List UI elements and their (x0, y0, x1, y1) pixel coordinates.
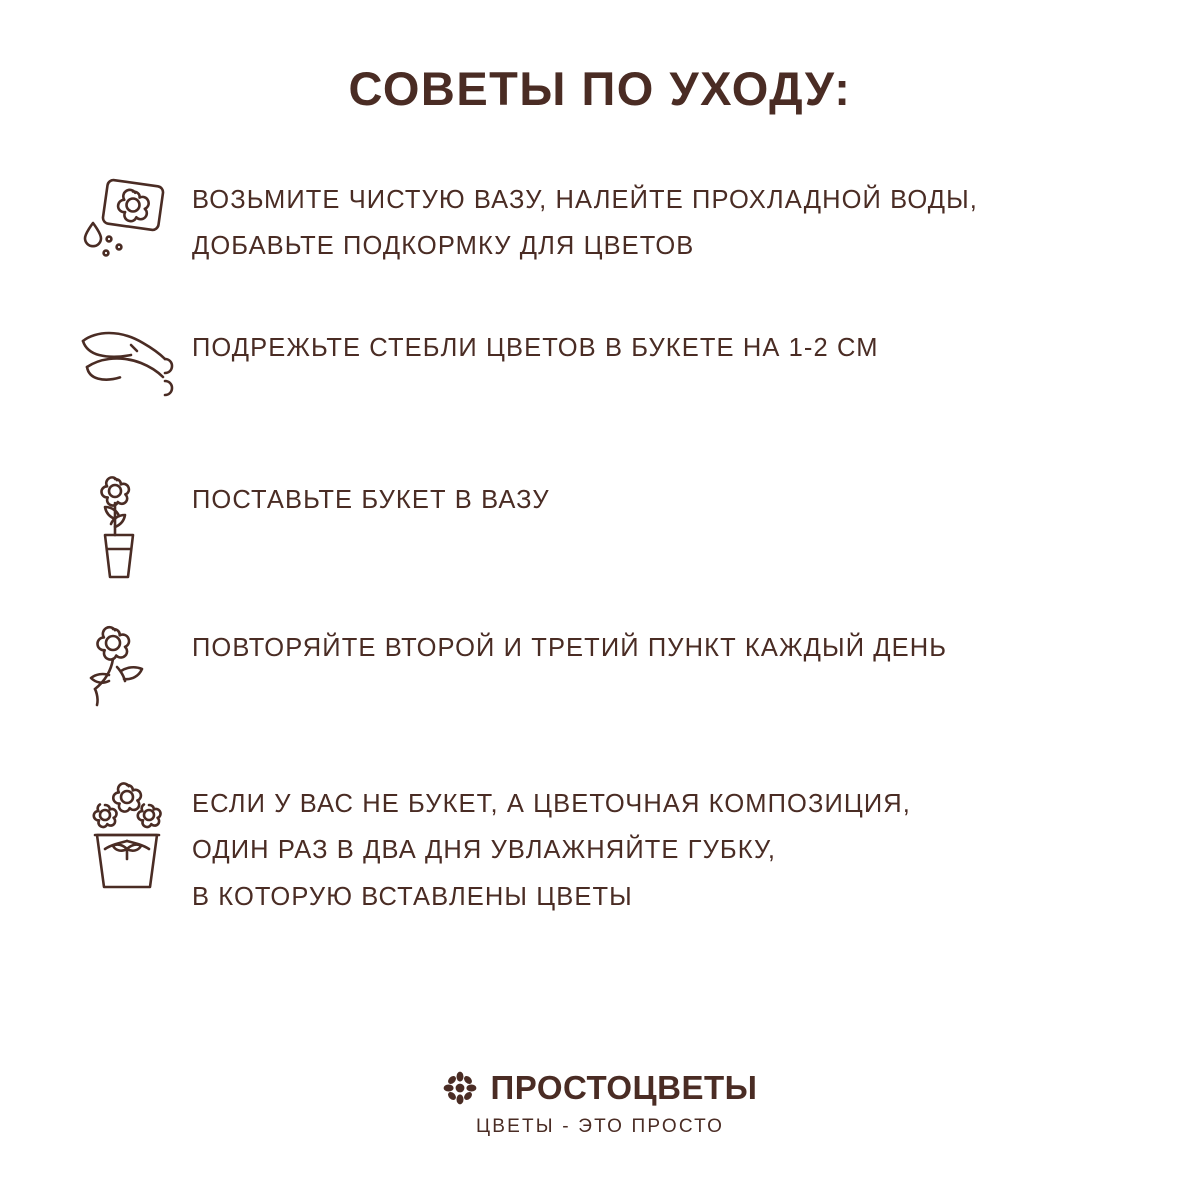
flower-branch-icon (62, 621, 192, 715)
footer (0, 1069, 1200, 1138)
tip-line: ДОБАВЬТЕ ПОДКОРМКУ ДЛЯ ЦВЕТОВ (192, 232, 695, 261)
brand-row (443, 1069, 758, 1107)
flower-logo-icon (443, 1071, 477, 1105)
page-title: СОВЕТЫ ПО УХОДУ: (348, 62, 852, 115)
tip-line: ЕСЛИ У ВАС НЕ БУКЕТ, А ЦВЕТОЧНАЯ КОМПОЗИЦИЯ, (192, 789, 911, 818)
tips-list (0, 173, 1200, 920)
tip-item (62, 173, 1160, 293)
tip-item (62, 321, 1160, 441)
brand-tagline: ЦВЕТЫ - ЭТО ПРОСТО (475, 1116, 725, 1137)
flower-in-vase-icon (62, 473, 192, 585)
flower-basket-icon (62, 777, 192, 897)
tip-line: ВОЗЬМИТЕ ЧИСТУЮ ВАЗУ, НАЛЕЙТЕ ПРОХЛАДНОЙ ВОДЫ, (192, 185, 978, 214)
tip-line: ПОВТОРЯЙТЕ ВТОРОЙ И ТРЕТИЙ ПУНКТ КАЖДЫЙ ДЕНЬ (192, 633, 948, 662)
tip-text (192, 473, 550, 523)
tip-line: ОДИН РАЗ В ДВА ДНЯ УВЛАЖНЯЙТЕ ГУБКУ, (192, 836, 777, 865)
tip-text (192, 321, 879, 371)
tip-item (62, 473, 1160, 593)
brand-name: ПРОСТОЦВЕТЫ (490, 1069, 758, 1106)
tip-text (192, 621, 947, 671)
tip-text (192, 777, 911, 920)
tip-item (62, 621, 1160, 741)
tip-line: В КОТОРУЮ ВСТАВЛЕНЫ ЦВЕТЫ (192, 882, 633, 911)
tip-line: ПОСТАВЬТЕ БУКЕТ В ВАЗУ (192, 485, 550, 514)
tip-line: ПОДРЕЖЬТЕ СТЕБЛИ ЦВЕТОВ В БУКЕТЕ НА 1-2 СМ (192, 333, 879, 362)
pruning-shears-icon (62, 321, 192, 401)
flower-food-packet-icon (62, 173, 192, 267)
tip-text (192, 173, 978, 270)
tip-item (62, 777, 1160, 920)
